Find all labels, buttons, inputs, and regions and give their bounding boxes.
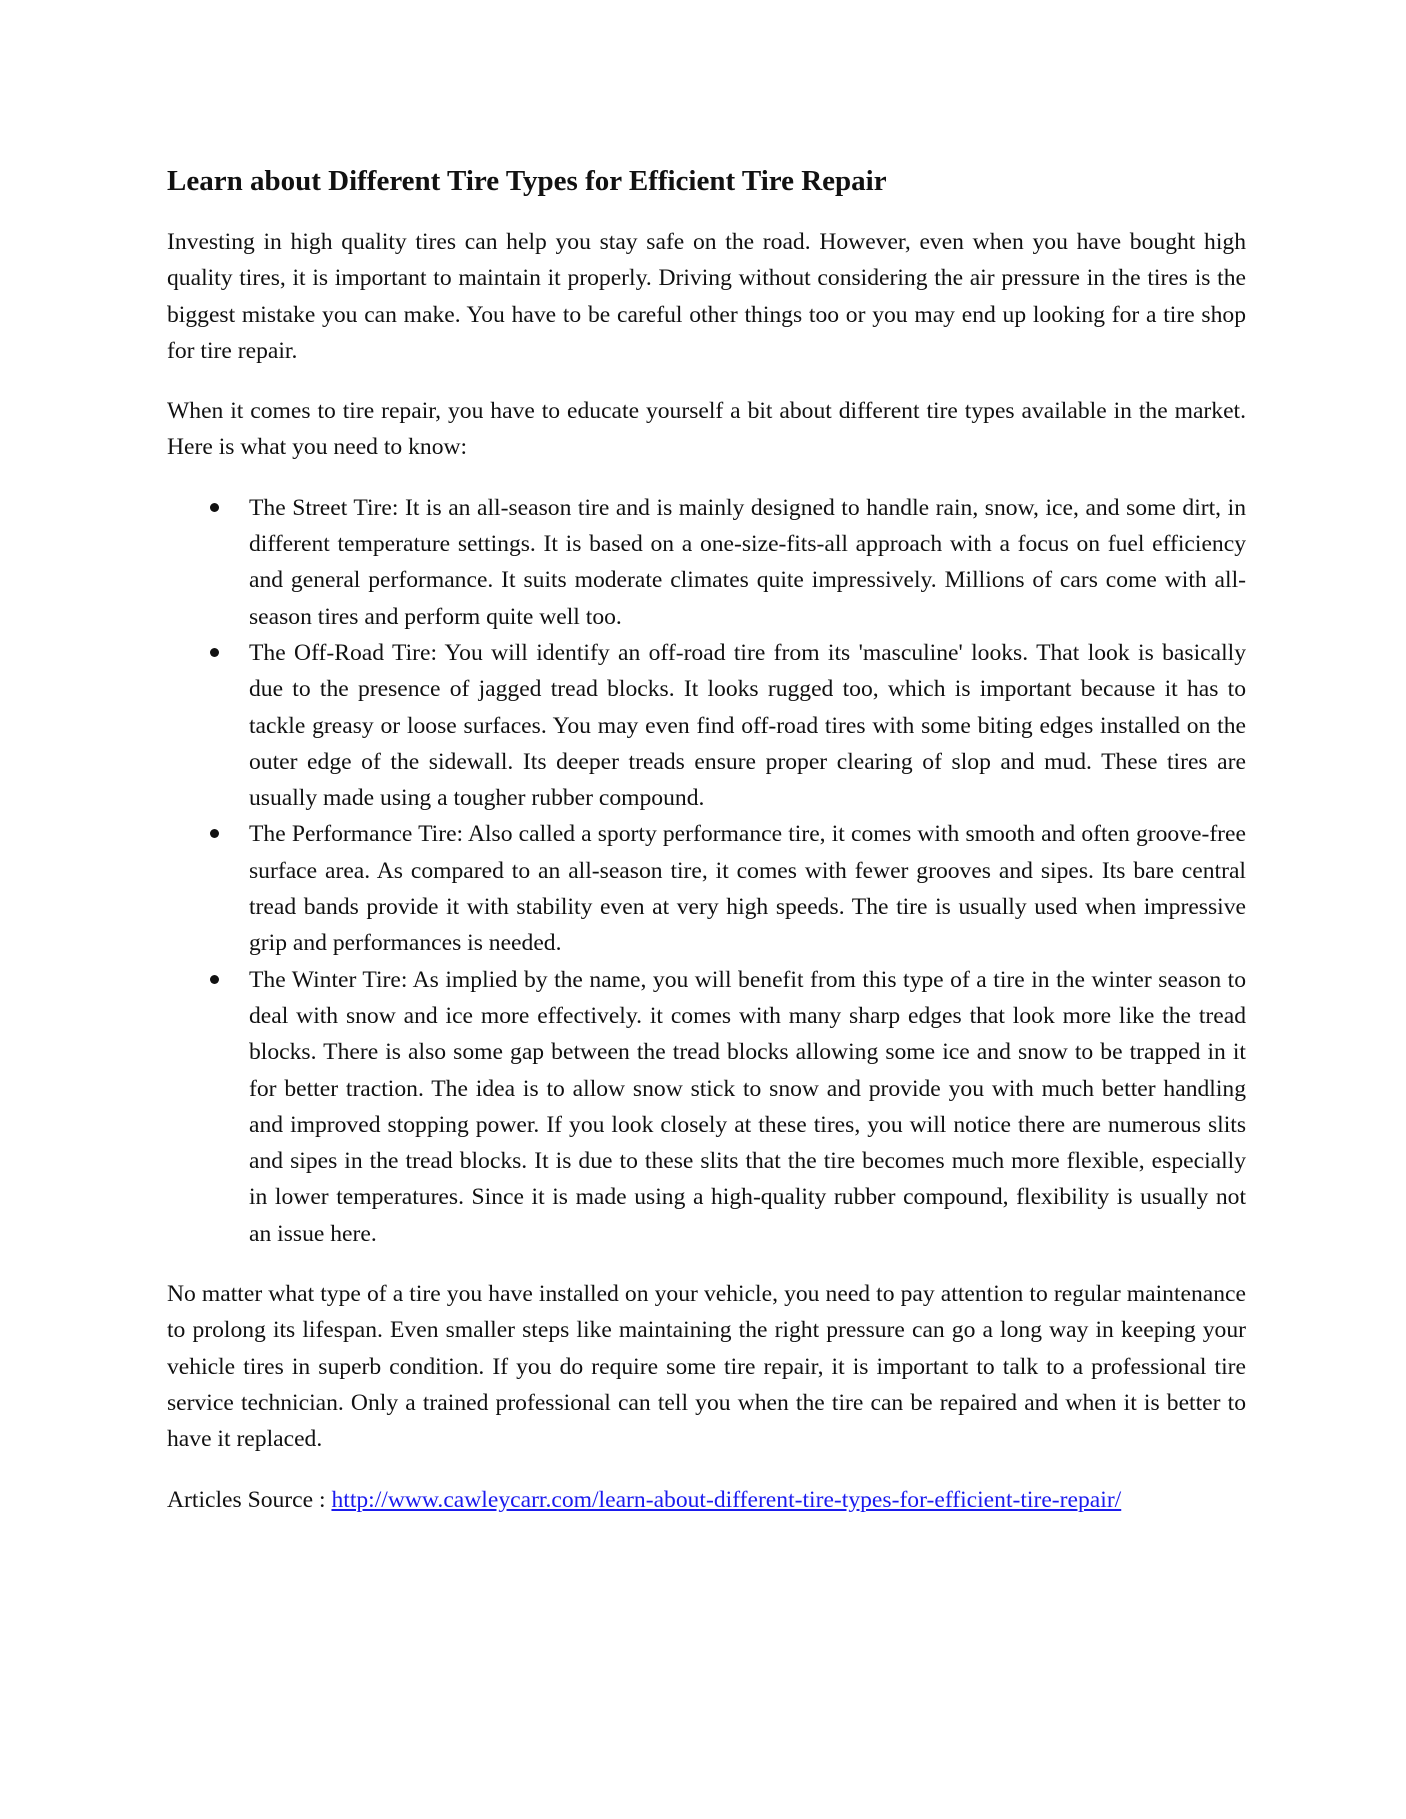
bullet-icon xyxy=(210,975,219,984)
tire-types-list xyxy=(167,490,1246,1252)
article-title: Learn about Different Tire Types for Efficient Tire Repair xyxy=(167,165,887,197)
source-link[interactable]: http://www.cawleycarr.com/learn-about-different-tire-types-for-efficient-tire-repair/ xyxy=(331,1486,1122,1513)
source-label: Articles Source : xyxy=(167,1486,332,1513)
intro-paragraph: Investing in high quality tires can help you stay safe on the road. However, even when you have bought high quality tires, it is important to maintain it properly. Driving without considering the air pressure in the tires is the biggest mistake you can make. You have to be careful other things too or you may end up looking for a tire shop for tire repair. xyxy=(167,229,1246,364)
conclusion-paragraph: No matter what type of a tire you have installed on your vehicle, you need to pay attention to regular maintenance to prolong its lifespan. Even smaller steps like maintaining the right pressure can go a long way in keeping your vehicle tires in superb condition. If you do require some tire repair, it is important to talk to a professional tire service technician. Only a trained professional can tell you when the tire can be repaired and when it is better to have it replaced. xyxy=(167,1281,1246,1453)
list-item-off-road-tire xyxy=(167,635,1246,816)
list-item-performance-tire xyxy=(167,816,1246,961)
bullet-icon xyxy=(210,829,219,838)
bullet-icon xyxy=(210,648,219,657)
bullet-icon xyxy=(210,503,219,512)
list-item-street-tire xyxy=(167,490,1246,635)
document-page xyxy=(167,163,1246,1518)
list-item-text: The Street Tire: It is an all-season tire and is mainly designed to handle rain, snow, ice, and some dirt, in different temperature settings. It is based on a one-size-fits-all approach with a focus on fuel efficiency and general performance. It suits moderate climates quite impressively. Millions of cars come with all-season tires and perform quite well too. xyxy=(249,494,1246,630)
list-item-text: The Off-Road Tire: You will identify an off-road tire from its 'masculine' looks. That look is basically due to the presence of jagged tread blocks. It looks rugged too, which is important because it has to tackle greasy or loose surfaces. You may even find off-road tires with some biting edges installed on the outer edge of the sidewall. Its deeper treads ensure proper clearing of slop and mud. These tires are usually made using a tougher rubber compound. xyxy=(249,639,1246,812)
lead-in-paragraph: When it comes to tire repair, you have to educate yourself a bit about different tire types available in the market. Here is what you need to know: xyxy=(167,398,1246,461)
list-item-text: The Performance Tire: Also called a sporty performance tire, it comes with smooth and often groove-free surface area. As compared to an all-season tire, it comes with fewer grooves and sipes. Its bare central tread bands provide it with stability even at very high speeds. The tire is usually used when impressive grip and performances is needed. xyxy=(249,821,1246,957)
source-line xyxy=(167,1482,1246,1518)
list-item-winter-tire xyxy=(167,962,1246,1252)
list-item-text: The Winter Tire: As implied by the name, you will benefit from this type of a tire in the winter season to deal with snow and ice more effectively. it comes with many sharp edges that look more like the tread blocks. There is also some gap between the tread blocks allowing some ice and snow to be trapped in it for better traction. The idea is to allow snow stick to snow and provide you with much better handling and improved stopping power. If you look closely at these tires, you will notice there are numerous slits and sipes in the tread blocks. It is due to these slits that the tire becomes much more flexible, especially in lower temperatures. Since it is made using a high-quality rubber compound, flexibility is usually not an issue here. xyxy=(249,966,1246,1247)
